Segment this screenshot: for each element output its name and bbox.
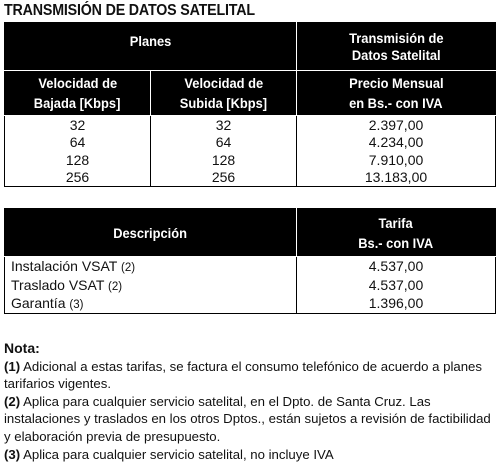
price-cell: 13.183,00 <box>297 169 496 187</box>
note-text: Aplica para cualquier servicio satelital, en el Dpto. de Santa Cruz. Las instalaciones y traslados en los otros Dptos., están sujetos a revisión de factibilidad y elaboración previa de presupuesto. <box>4 393 491 444</box>
download-speed-cell: 64 <box>5 134 151 152</box>
upload-speed-header: Velocidad de Subida [Kbps] <box>151 71 297 116</box>
table-row <box>5 169 496 187</box>
page-title: TRANSMISIÓN DE DATOS SATELITAL <box>4 2 255 19</box>
note-item <box>4 393 499 446</box>
description-cell: Traslado VSAT (2) <box>5 276 297 295</box>
note-reference: (2) <box>120 262 136 275</box>
monthly-price-header: Precio Mensual en Bs.- con IVA <box>297 71 496 116</box>
notes-heading: Nota: <box>4 340 40 356</box>
note-text: Adicional a estas tarifas, se factura el consumo telefónico de acuerdo a planes tarifarios vigentes. <box>4 358 482 392</box>
note-text: Aplica para cualquier servicio satelital, no incluye IVA <box>23 446 334 462</box>
table-row <box>5 134 496 152</box>
plans-group-header: Planes <box>5 23 297 71</box>
table-row <box>5 151 496 169</box>
download-speed-cell: 32 <box>5 116 151 134</box>
price-cell: 2.397,00 <box>297 116 496 134</box>
note-reference: (3) <box>69 299 84 312</box>
table-row <box>5 294 496 313</box>
fee-cell: 4.537,00 <box>297 276 496 295</box>
upload-speed-cell: 32 <box>151 116 297 134</box>
upload-speed-cell: 128 <box>151 151 297 169</box>
download-speed-header: Velocidad de Bajada [Kbps] <box>5 71 151 116</box>
fees-table <box>4 208 496 314</box>
table-row <box>5 116 496 134</box>
notes-section <box>4 340 499 463</box>
download-speed-cell: 128 <box>5 151 151 169</box>
description-cell: Instalación VSAT (2) <box>5 257 297 276</box>
price-cell: 4.234,00 <box>297 134 496 152</box>
transmission-header: Transmisión de Datos Satelital <box>297 23 496 71</box>
description-cell: Garantía (3) <box>5 294 297 313</box>
price-cell: 7.910,00 <box>297 151 496 169</box>
note-item <box>4 446 499 464</box>
fee-cell: 1.396,00 <box>297 294 496 313</box>
upload-speed-cell: 256 <box>151 169 297 187</box>
note-item <box>4 358 499 393</box>
plans-table <box>4 22 496 187</box>
description-header: Descripción <box>5 209 297 257</box>
upload-speed-cell: 64 <box>151 134 297 152</box>
table-row <box>5 276 496 295</box>
note-number: (2) <box>4 393 21 409</box>
note-number: (1) <box>4 358 21 374</box>
fee-cell: 4.537,00 <box>297 257 496 276</box>
download-speed-cell: 256 <box>5 169 151 187</box>
note-reference: (2) <box>108 280 123 293</box>
table-row <box>5 257 496 276</box>
note-number: (3) <box>4 446 21 462</box>
fee-header: Tarifa Bs.- con IVA <box>297 209 496 257</box>
